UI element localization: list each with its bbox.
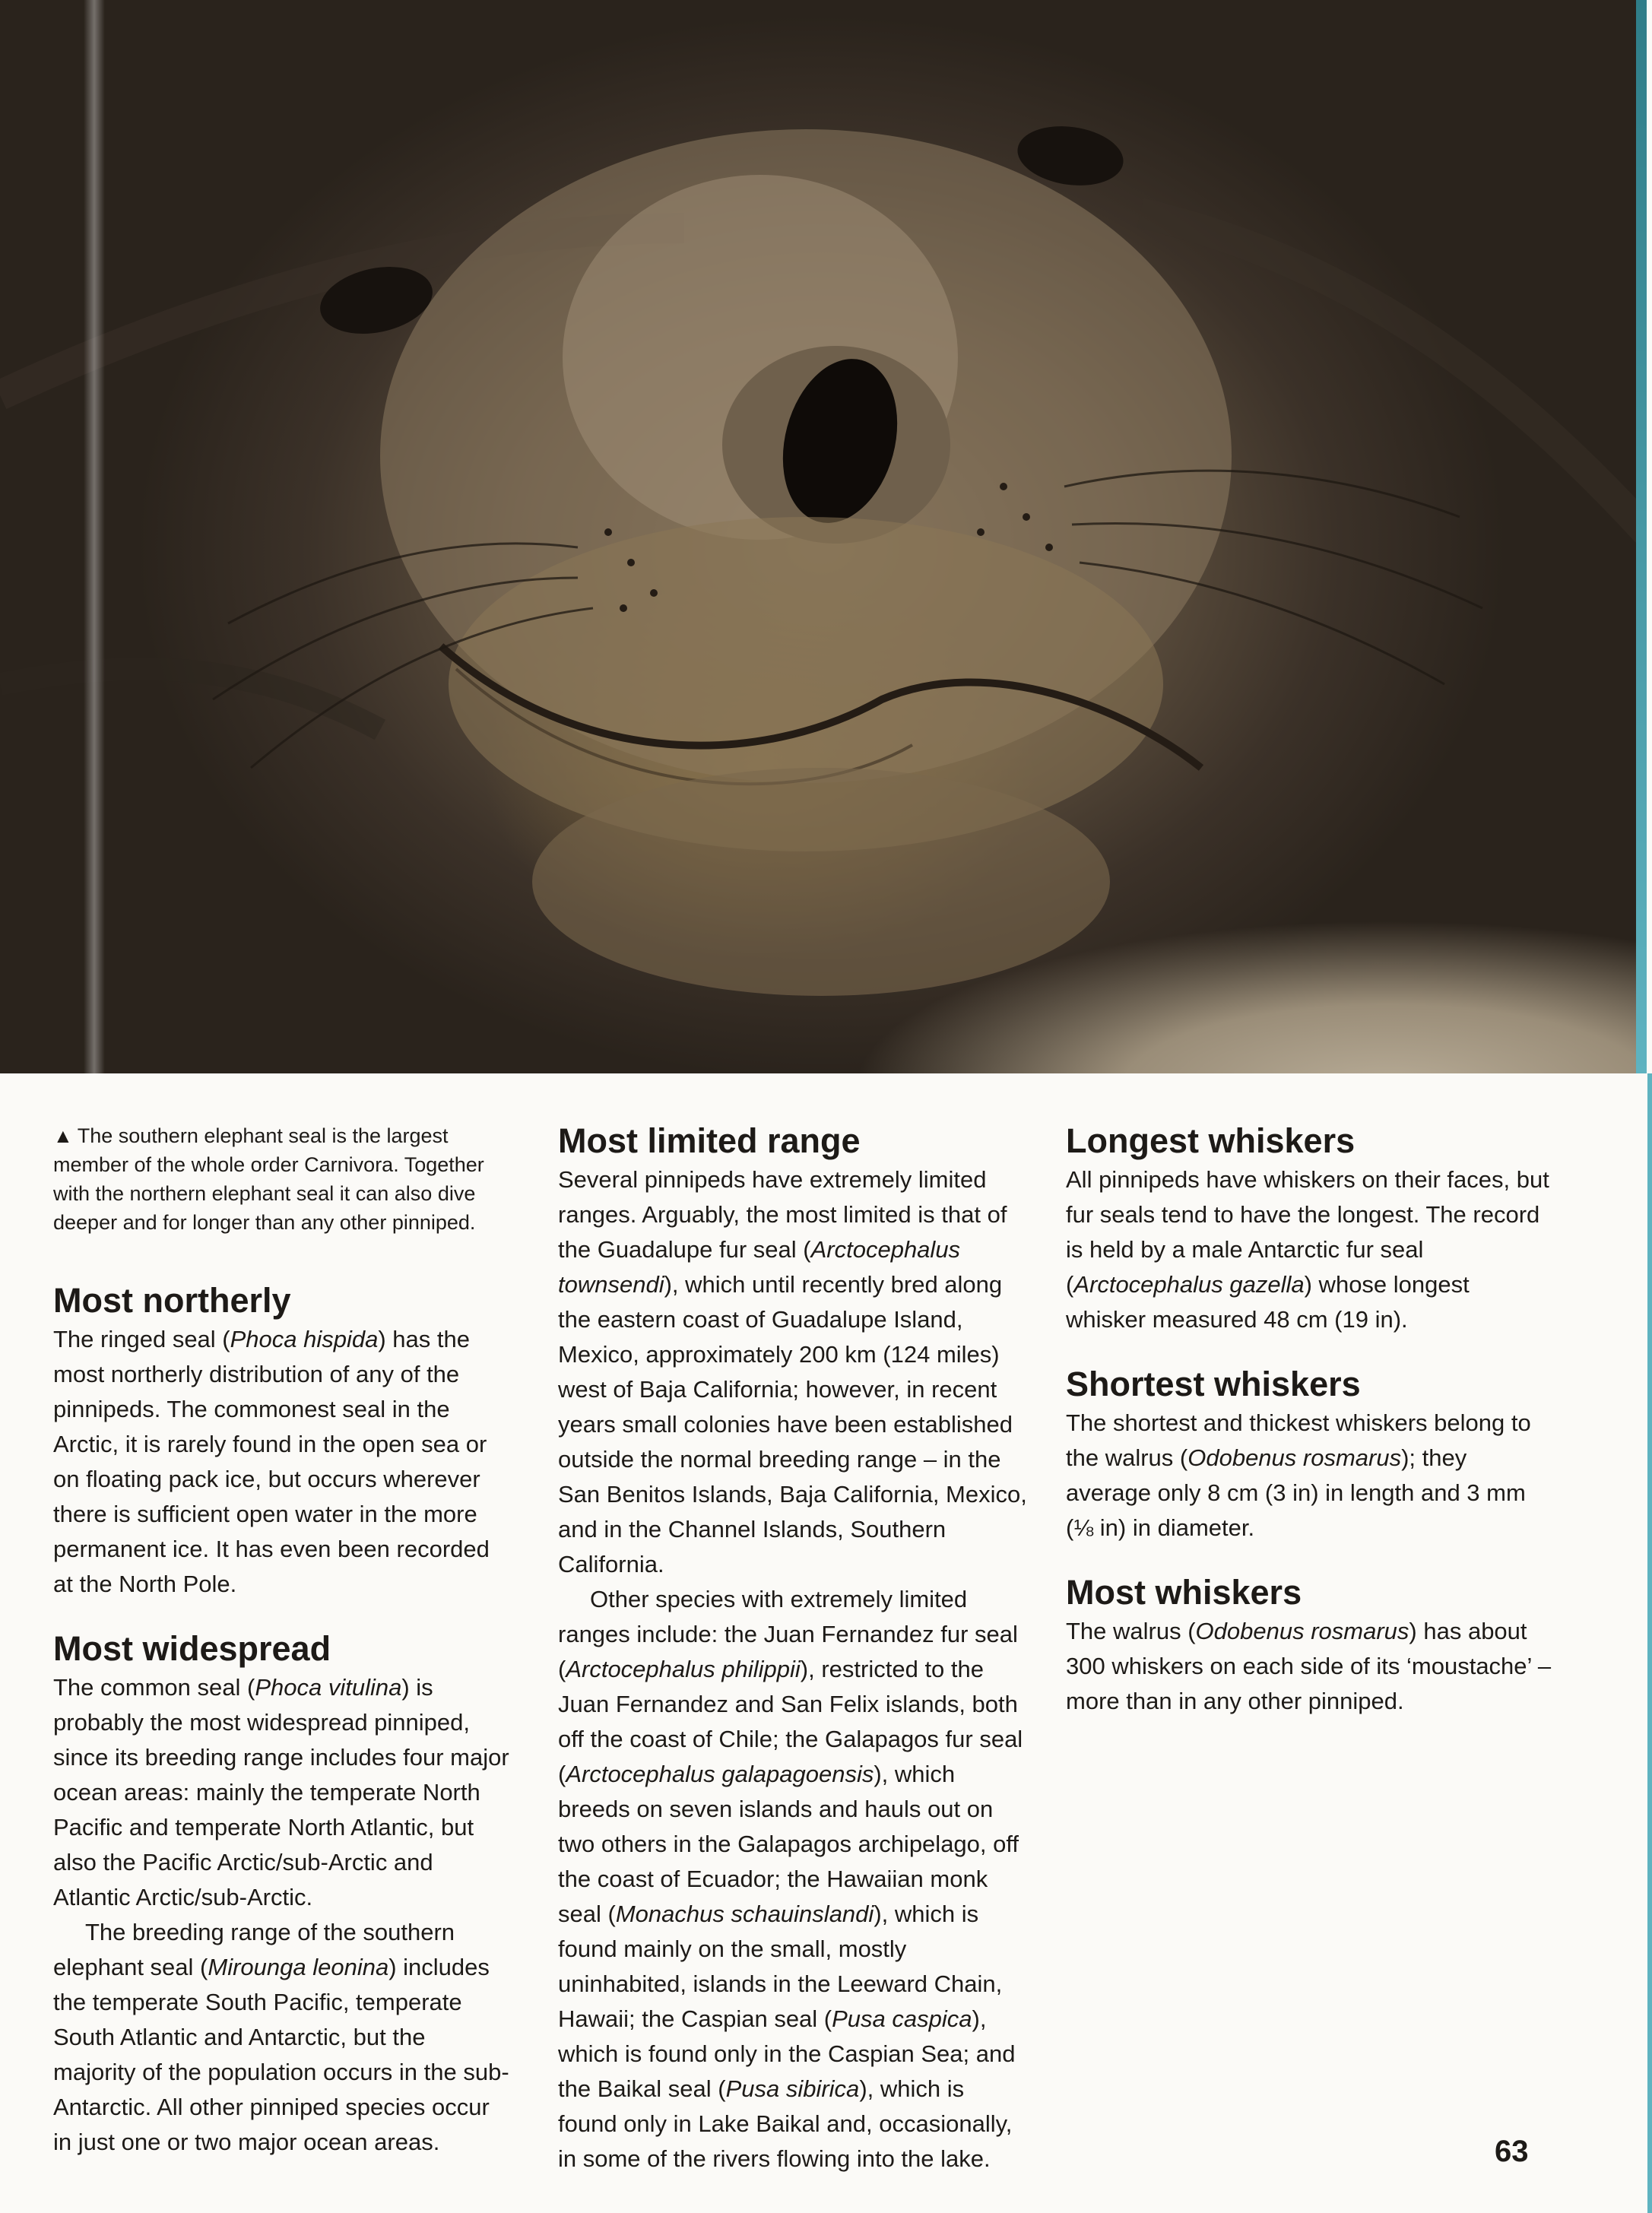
paragraph-widespread-1: The common seal (Phoca vitulina) is probably the most widespread pinniped, since its breeding range includes four major ocean areas: mainly the temperate North Pacific and temperate North Atlantic, but also the Pacific Arctic/sub-Arctic and Atlantic Arctic/sub-Arctic. [53, 1674, 509, 1910]
section-most-northerly [53, 1281, 509, 1602]
paragraph-shortest: The shortest and thickest whiskers belong to the walrus (Odobenus rosmarus); they average only 8 cm (3 in) in length and 3 mm (⅛ in) in diameter. [1066, 1409, 1531, 1541]
section-shortest-whiskers [1066, 1365, 1552, 1546]
column-3 [1066, 1121, 1552, 1746]
heading-shortest-whiskers: Shortest whiskers [1066, 1365, 1361, 1403]
photo-caption [53, 1121, 509, 1237]
page-edge-bottom [1647, 1073, 1652, 2213]
section-most-limited-range [558, 1121, 1029, 2177]
photo-scan-band [84, 0, 105, 1073]
section-longest-whiskers [1066, 1121, 1552, 1337]
column-1 [53, 1121, 509, 2187]
paragraph-northerly: The ringed seal (Phoca hispida) has the most northerly distribution of any of the pinnipeds. The commonest seal in the Arctic, it is rarely found in the open sea or on floating pack ice, but occurs wherever there is sufficient open water in the more permanent ice. It has even been recorded at the North Pole. [53, 1326, 490, 1597]
paragraph-limited-1: Several pinnipeds have extremely limited ranges. Arguably, the most limited is that of the Guadalupe fur seal (Arctocephalus townsendi), which until recently bred along the eastern coast of Guadalupe Island, Mexico, approximately 200 km (124 miles) west of Baja California; however, in recent years small colonies have been established outside the normal breeding range – in the San Benitos Islands, Baja California, Mexico, and in the Channel Islands, Southern California. [558, 1166, 1027, 1577]
caption-text: The southern elephant seal is the largest member of the whole order Carnivora. Together with the northern elephant seal it can also dive deeper and for longer than any other pinniped. [53, 1124, 484, 1234]
paragraph-limited-2: Other species with extremely limited ranges include: the Juan Fernandez fur seal (Arctocephalus philippii), restricted to the Juan Fernandez and San Felix islands, both off the coast of Chile; the Galapagos fur seal (Arctocephalus galapagoensis), which breeds on seven islands and hauls out on two others in the Galapagos archipelago, off the coast of Ecuador; the Hawaiian monk seal (Monachus schauinslandi), which is found mainly on the small, mostly uninhabited, islands in the Leeward Chain, Hawaii; the Caspian seal (Pusa caspica), which is found only in the Caspian Sea; and the Baikal seal (Pusa sibirica), which is found only in Lake Baikal and, occasionally, in some of the rivers flowing into the lake. [558, 1586, 1023, 2172]
elephant-seal-photo [0, 0, 1647, 1073]
caption-triangle-icon: ▲ [53, 1124, 73, 1147]
paragraph-most-whiskers: The walrus (Odobenus rosmarus) has about 300 whiskers on each side of its ‘moustache’ – more than in any other pinniped. [1066, 1618, 1552, 1714]
heading-longest-whiskers: Longest whiskers [1066, 1121, 1356, 1160]
heading-most-widespread: Most widespread [53, 1629, 331, 1668]
section-most-whiskers [1066, 1573, 1552, 1719]
heading-most-limited-range: Most limited range [558, 1121, 861, 1160]
column-2 [558, 1121, 1029, 2204]
page-number: 63 [1495, 2135, 1529, 2168]
section-most-widespread [53, 1629, 509, 2160]
paragraph-longest: All pinnipeds have whiskers on their faces, but fur seals tend to have the longest. The record is held by a male Antarctic fur seal (Arctocephalus gazella) whose longest whisker measured 48 cm (19 in). [1066, 1166, 1549, 1333]
heading-most-whiskers: Most whiskers [1066, 1573, 1302, 1612]
paragraph-widespread-2: The breeding range of the southern elephant seal (Mirounga leonina) includes the temperate South Pacific, temperate South Atlantic and Antarctic, but the majority of the population occurs in the sub-Antarctic. All other pinniped species occur in just one or two major ocean areas. [53, 1919, 509, 2155]
sand-foreground [810, 845, 1647, 1073]
heading-most-northerly: Most northerly [53, 1281, 291, 1320]
page-edge-top [1636, 0, 1647, 1073]
